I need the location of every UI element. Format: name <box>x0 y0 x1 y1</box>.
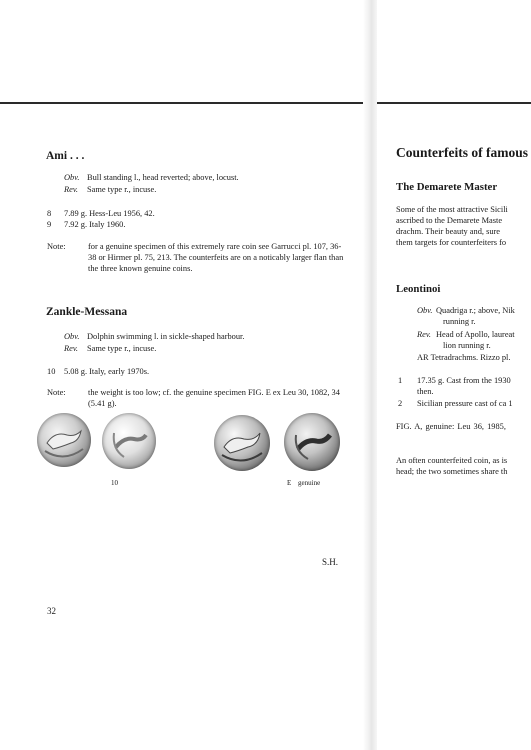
entry-text: Sicilian pressure cast of ca 1 <box>417 399 513 408</box>
author-initials: S.H. <box>322 557 339 567</box>
ami-rev-text: Same type r., incuse. <box>87 185 157 194</box>
entry-number: 10 <box>47 367 56 376</box>
heading-leontinoi: Leontinoi <box>396 283 441 295</box>
body-line: ascribed to the Demarete Maste <box>396 216 503 225</box>
incuse-dolphin-icon <box>284 413 340 471</box>
heading-zankle-messana: Zankle-Messana <box>46 306 128 318</box>
heading-demarete-master: The Demarete Master <box>396 181 498 193</box>
page-title: Counterfeits of famous <box>396 145 528 160</box>
note-text: the weight is too low; cf. the genuine specimen FIG. E ex Leu 30, 1082, 34 (5.41 g). <box>88 388 340 408</box>
entry-number: 1 <box>398 376 403 385</box>
body-line: them targets for counterfeiters fo <box>396 238 507 247</box>
body-line: An often counterfeited coin, as is <box>396 456 508 465</box>
entry-number: 9 <box>47 220 52 229</box>
note-text: for a genuine specimen of this extremely rare coin see Garrucci pl. 107, 36-38 or Hirmer pl. 75, 213. The counterfeits are on a noticably larger flan than the three known genuine coins. <box>88 242 344 273</box>
zankle-obv-label: Obv. <box>64 332 80 341</box>
book-gutter <box>363 0 377 750</box>
coin-photo-genuine-obverse <box>214 415 270 471</box>
entry-number: 2 <box>398 399 403 408</box>
zankle-obv-text: Dolphin swimming l. in sickle-shaped harbour. <box>87 332 245 341</box>
coin-photo-10-obverse <box>37 413 91 467</box>
zankle-rev-text: Same type r., incuse. <box>87 344 157 353</box>
note-label: Note: <box>47 388 66 397</box>
leontinoi-denomination: AR Tetradrachms. Rizzo pl. <box>417 353 511 362</box>
dolphin-icon <box>214 415 270 471</box>
entry-text: 5.08 g. Italy, early 1970s. <box>64 367 150 376</box>
leontinoi-obv-label: Obv. <box>417 306 433 315</box>
leontinoi-obv-text: running r. <box>443 317 476 326</box>
incuse-dolphin-icon <box>102 413 156 469</box>
leontinoi-rev-text: lion running r. <box>443 341 491 350</box>
entry-text: 17.35 g. Cast from the 1930 <box>417 376 511 385</box>
body-line: Some of the most attractive Sicili <box>396 205 508 214</box>
ami-obv-text: Bull standing l., head reverted; above, locust. <box>87 173 239 182</box>
leontinoi-obv-text: Quadriga r.; above, Nik <box>436 306 515 315</box>
coin-photo-10-reverse <box>102 413 156 469</box>
entry-text: 7.89 g. Hess-Leu 1956, 42. <box>64 209 155 218</box>
figure-caption-genuine: E genuine <box>287 479 321 487</box>
zankle-rev-label: Rev. <box>64 344 79 353</box>
note-label: Note: <box>47 242 66 251</box>
figure-caption-10: 10 <box>111 479 118 487</box>
leontinoi-rev-text: Head of Apollo, laureat <box>436 330 515 339</box>
coin-photo-genuine-reverse <box>284 413 340 471</box>
body-line: drachm. Their beauty and, sure <box>396 227 501 236</box>
entry-text: then. <box>417 387 434 396</box>
ami-obv-label: Obv. <box>64 173 80 182</box>
entry-text: 7.92 g. Italy 1960. <box>64 220 126 229</box>
dolphin-icon <box>37 413 91 467</box>
figure-reference: FIG. A, genuine: Leu 36, 1985, <box>396 422 506 431</box>
body-line: head; the two sometimes share th <box>396 467 508 476</box>
entry-number: 8 <box>47 209 52 218</box>
heading-ami: Ami . . . <box>46 150 85 162</box>
page-number: 32 <box>47 606 56 616</box>
ami-rev-label: Rev. <box>64 185 79 194</box>
leontinoi-rev-label: Rev. <box>417 330 432 339</box>
right-page <box>377 0 531 750</box>
